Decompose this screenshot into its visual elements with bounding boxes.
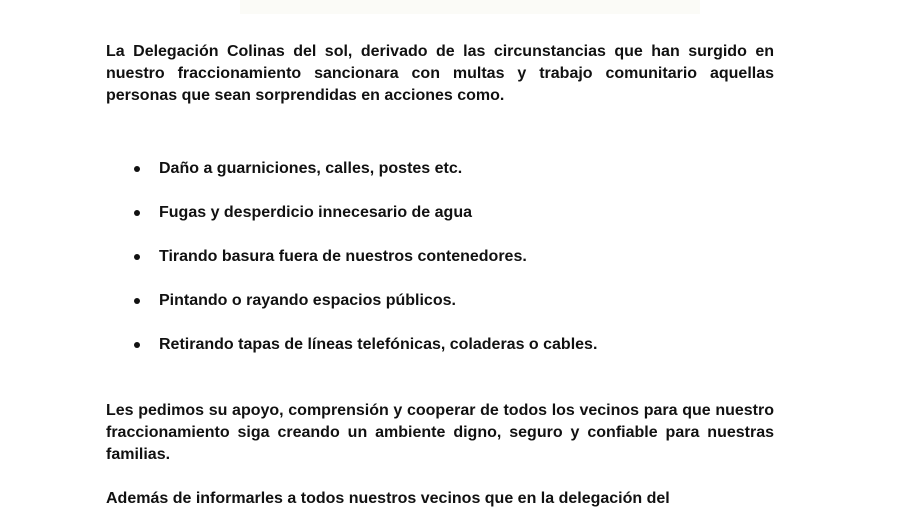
- list-item-text: Pintando o rayando espacios públicos.: [159, 292, 456, 309]
- bullet-icon: [134, 298, 140, 304]
- list-item: [106, 202, 774, 246]
- list-item: [106, 246, 774, 290]
- list-item: [106, 158, 774, 202]
- infractions-list: [106, 158, 774, 378]
- bullet-icon: [134, 342, 140, 348]
- header-band: [240, 0, 700, 14]
- list-item: [106, 290, 774, 334]
- bullet-icon: [134, 210, 140, 216]
- support-paragraph: Les pedimos su apoyo, comprensión y cooperar de todos los vecinos para que nuestro fraccionamiento siga creando un ambiente digno, seguro y confiable para nuestras familias.: [106, 402, 774, 463]
- list-item-text: Fugas y desperdicio innecesario de agua: [159, 204, 472, 221]
- closing-paragraph: Además de informarles a todos nuestros vecinos que en la delegación del: [106, 490, 670, 507]
- list-item-text: Retirando tapas de líneas telefónicas, coladeras o cables.: [159, 336, 598, 353]
- intro-paragraph: La Delegación Colinas del sol, derivado de las circunstancias que han surgido en nuestro fraccionamiento sancionara con multas y trabajo comunitario aquellas personas que sean sorprendidas en acciones como.: [106, 43, 774, 104]
- list-item-text: Tirando basura fuera de nuestros contenedores.: [159, 248, 527, 265]
- bullet-icon: [134, 254, 140, 260]
- document-page: [106, 41, 774, 510]
- list-item: [106, 334, 774, 378]
- list-item-text: Daño a guarniciones, calles, postes etc.: [159, 160, 463, 177]
- bullet-icon: [134, 166, 140, 172]
